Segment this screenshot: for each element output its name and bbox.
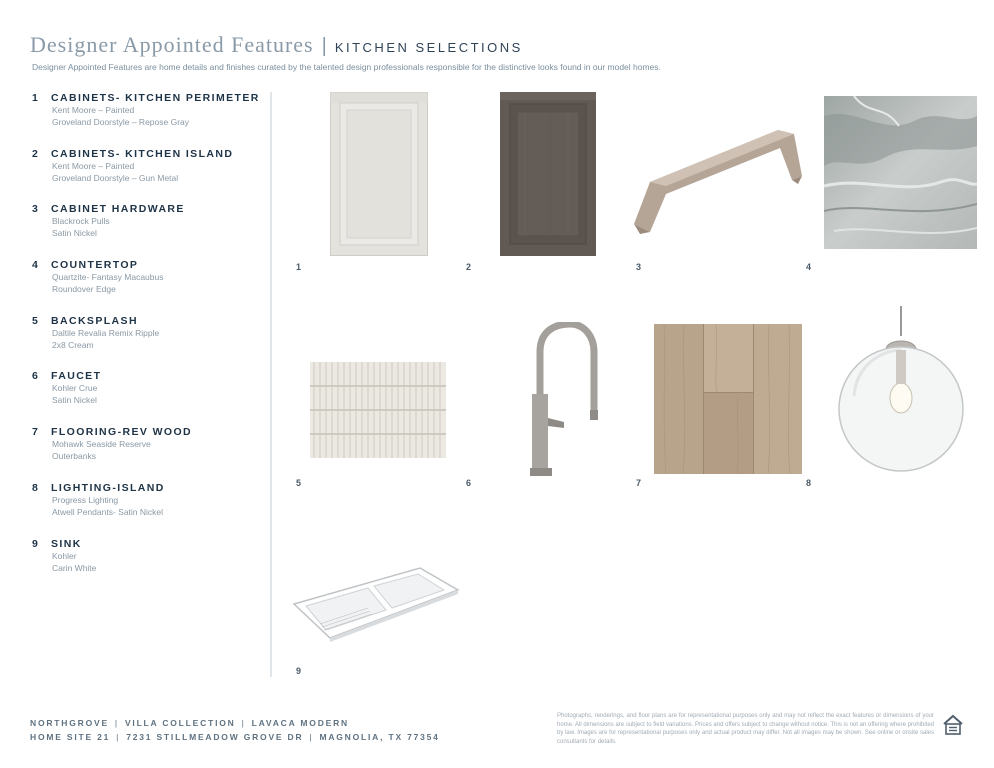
flooring-wood-image: [654, 324, 802, 474]
cabinet-door-gray-image: [330, 92, 428, 256]
selection-number: 7: [32, 426, 40, 439]
selection-item: [32, 426, 262, 482]
photo-number: 6: [466, 478, 472, 488]
selection-detail: Quartzite- Fantasy Macaubus: [52, 272, 164, 283]
selection-title: CABINETS- KITCHEN ISLAND: [51, 147, 234, 160]
selection-item: [32, 482, 262, 538]
selection-title: CABINET HARDWARE: [51, 203, 185, 216]
selection-number: 2: [32, 147, 40, 160]
selection-number: 5: [32, 314, 40, 327]
photo-number: 5: [296, 478, 302, 488]
selection-detail: Kent Moore – Painted: [52, 160, 135, 171]
selection-detail: Kohler: [52, 550, 77, 561]
selection-detail: Groveland Doorstyle – Gun Metal: [52, 172, 179, 183]
selection-detail: Kent Moore – Painted: [52, 105, 135, 115]
selection-detail: Outerbanks: [52, 451, 96, 462]
selection-title: CABINETS- KITCHEN PERIMETER: [51, 92, 260, 104]
page-title: Designer Appointed Features: [30, 32, 314, 57]
selection-item: [32, 92, 262, 148]
selection-item: [32, 259, 262, 315]
selection-detail: Satin Nickel: [52, 395, 97, 406]
disclaimer-text: Photographs, renderings, and floor plans are for representational purposes only and may not reflect the exact features or dimensions of your home. All dimensions are subject to field variations. Prices and offers subject to change without notice. This is not an offering where prohibited by law. Images are for representational purposes only and actual product may differ. Not all images may be shown. See online or onsite sales consultants for details.: [557, 713, 934, 745]
city-state-zip: MAGNOLIA, TX 77354: [319, 732, 440, 742]
selection-list: [32, 92, 262, 593]
home-site: HOME SITE 21: [30, 732, 111, 742]
photo-number: 3: [636, 262, 642, 272]
selection-detail: Kohler Crue: [52, 383, 98, 394]
selection-number: 3: [32, 203, 40, 216]
selection-number: 9: [32, 537, 40, 550]
selection-detail: Progress Lighting: [52, 494, 119, 505]
selection-title: FAUCET: [51, 370, 102, 383]
selection-detail: Groveland Doorstyle – Repose Gray: [52, 117, 190, 127]
selection-item: [32, 203, 262, 259]
selection-number: 6: [32, 370, 40, 383]
title-separator: |: [321, 35, 327, 57]
footer-address: NORTHGROVE | VILLA COLLECTION | LAVACA MODERN HOME SITE 21 | 7231 STILLMEADOW GROVE DR | MAGNOLIA, TX 77354: [30, 718, 440, 742]
page-header: [30, 32, 523, 58]
selection-title: BACKSPLASH: [51, 314, 138, 327]
equal-housing-opportunity-icon: [942, 714, 964, 736]
street-address: 7231 STILLMEADOW GROVE DR: [126, 732, 304, 742]
selection-item: [32, 370, 262, 426]
selection-item: [32, 315, 262, 371]
cabinet-door-gunmetal-image: [500, 92, 596, 256]
photo-number: 1: [296, 262, 302, 272]
collection-name: VILLA COLLECTION: [124, 718, 236, 728]
sink-image: [290, 564, 462, 642]
faucet-image: [518, 322, 600, 478]
selection-detail: Atwell Pendants- Satin Nickel: [52, 506, 164, 517]
selection-item: [32, 538, 262, 594]
selection-number: 4: [32, 259, 40, 272]
cabinet-pull-image: [628, 124, 804, 236]
selection-detail: Daltile Revalia Remix Ripple: [52, 327, 160, 338]
page-subtitle: KITCHEN SELECTIONS: [334, 40, 523, 55]
plan-name: LAVACA MODERN: [251, 718, 349, 728]
selection-number: 8: [32, 481, 40, 494]
photo-number: 9: [296, 666, 302, 676]
selection-item: [32, 148, 262, 204]
photo-number: 2: [466, 262, 472, 272]
column-divider: [270, 92, 272, 677]
selection-detail: 2x8 Cream: [52, 339, 94, 350]
countertop-quartzite-image: [824, 96, 977, 249]
selection-title: COUNTERTOP: [51, 259, 139, 272]
selection-detail: Mohawk Seaside Reserve: [52, 439, 151, 450]
selection-number: 1: [32, 92, 40, 104]
backsplash-tile-image: [310, 362, 446, 458]
photo-number: 8: [806, 478, 812, 488]
intro-text: Designer Appointed Features are home details and finishes curated by the talented design professionals responsible for the distinctive looks found in our model homes.: [32, 62, 661, 72]
selection-detail: Carin White: [52, 562, 97, 573]
community-name: NORTHGROVE: [30, 718, 109, 728]
selection-title: FLOORING-REV WOOD: [51, 426, 193, 439]
selection-title: SINK: [51, 537, 82, 550]
selection-title: LIGHTING-ISLAND: [51, 481, 165, 494]
photo-number: 7: [636, 478, 642, 488]
selection-detail: Roundover Edge: [52, 284, 116, 295]
selection-detail: Satin Nickel: [52, 228, 97, 239]
selection-detail: Blackrock Pulls: [52, 216, 110, 227]
photo-number: 4: [806, 262, 812, 272]
pendant-light-image: [836, 306, 966, 472]
